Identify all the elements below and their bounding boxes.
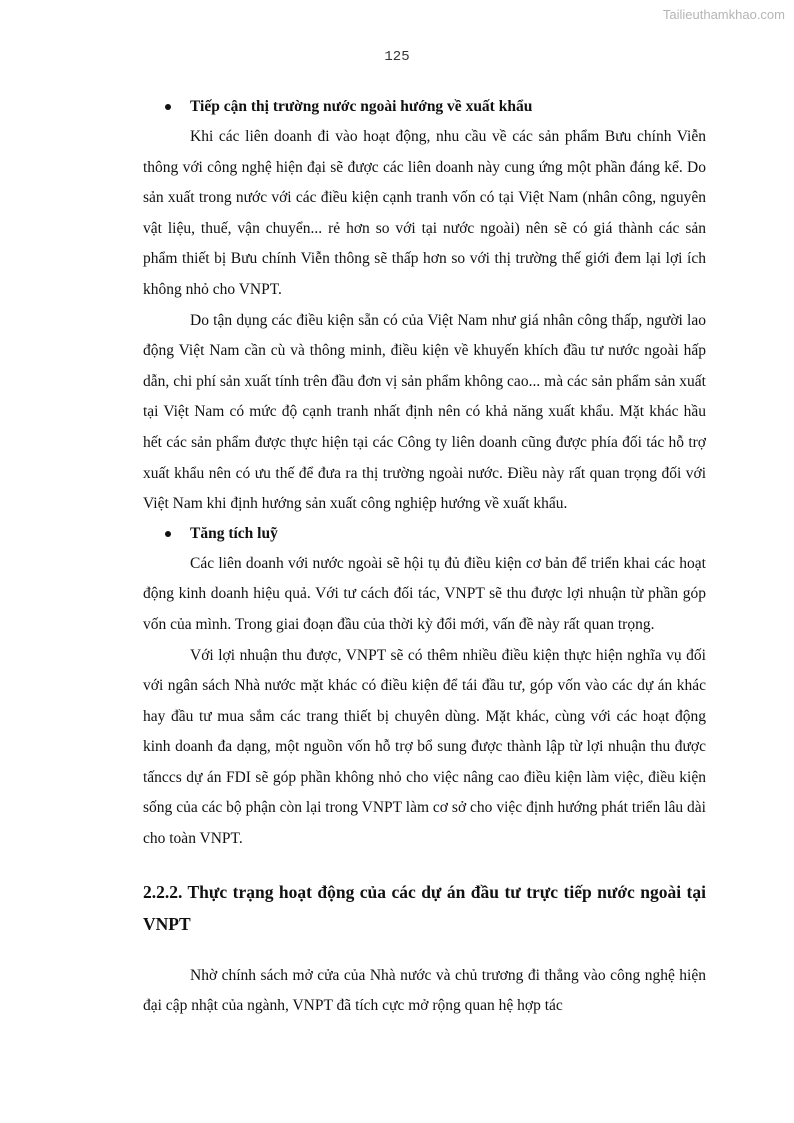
bullet-icon — [165, 531, 171, 537]
paragraph: Do tận dụng các điều kiện sẵn có của Việt Nam như giá nhân công thấp, người lao động Việt Nam cần cù và thông minh, điều kiện về khuyến khích đầu tư nước ngoài hấp dẫn, chi phí sản xuất tính trên đầu đơn vị sản phẩm không cao... mà các sản phẩm sản xuất tại Việt Nam có mức độ cạnh tranh nhất định nên có khả năng xuất khẩu. Mặt khác hầu hết các sản phẩm được thực hiện tại các Công ty liên doanh cũng được phía đối tác hỗ trợ xuất khẩu nên có ưu thế để đưa ra thị trường ngoài nước. Điều này rất quan trọng đối với Việt Nam khi định hướng sản xuất công nghiệp hướng về xuất khẩu. — [143, 311, 706, 513]
bullet-heading-accumulation — [143, 523, 706, 545]
section-title: 2.2.2. Thực trạng hoạt động của các dự án đầu tư trực tiếp nước ngoài tại VNPT — [143, 881, 706, 934]
document-body — [143, 96, 706, 1022]
paragraph: Với lợi nhuận thu được, VNPT sẽ có thêm nhiều điều kiện thực hiện nghĩa vụ đối với ngân sách Nhà nước mặt khác có điều kiện để tái đầu tư, góp vốn vào các dự án khác hay đầu tư mua sắm các trang thiết bị chuyên dùng. Mặt khác, cùng với các hoạt động kinh doanh đa dạng, một nguồn vốn hỗ trợ bổ sung được thành lập từ lợi nhuận thu được tấnccs dự án FDI sẽ góp phần không nhỏ cho việc nâng cao điều kiện làm việc, điều kiện sống của các bộ phận còn lại trong VNPT làm cơ sở cho việc định hướng phát triển lâu dài cho toàn VNPT. — [143, 646, 706, 848]
paragraph: Khi các liên doanh đi vào hoạt động, nhu cầu về các sản phẩm Bưu chính Viễn thông với công nghệ hiện đại sẽ được các liên doanh này cung ứng một phần đáng kể. Do sản xuất trong nước với các điều kiện cạnh tranh vốn có tại Việt Nam (nhân công, nguyên vật liệu, thuế, vận chuyển... rẻ hơn so với tại nước ngoài) nên sẽ có giá thành các sản phẩm thiết bị Bưu chính Viễn thông sẽ thấp hơn so với thị trường thế giới đem lại lợi ích không nhỏ cho VNPT. — [143, 128, 706, 298]
paragraph: Các liên doanh với nước ngoài sẽ hội tụ đủ điều kiện cơ bản để triển khai các hoạt động kinh doanh hiệu quả. Với tư cách đối tác, VNPT sẽ thu được lợi nhuận từ phần góp vốn của mình. Trong giai đoạn đầu của thời kỳ đổi mới, vấn đề này rất quan trọng. — [143, 554, 706, 633]
bullet-heading-export — [143, 96, 706, 118]
bullet-heading-text: Tăng tích luỹ — [190, 524, 278, 542]
page-number: 125 — [384, 49, 410, 65]
bullet-heading-text: Tiếp cận thị trường nước ngoài hướng về xuất khẩu — [190, 98, 533, 115]
watermark: Tailieuthamkhao.com — [662, 7, 785, 22]
paragraph: Nhờ chính sách mở cửa của Nhà nước và chủ trương đi thẳng vào công nghệ hiện đại cập nhật của ngành, VNPT đã tích cực mở rộng quan hệ hợp tác — [143, 966, 706, 1015]
bullet-icon — [165, 104, 171, 110]
